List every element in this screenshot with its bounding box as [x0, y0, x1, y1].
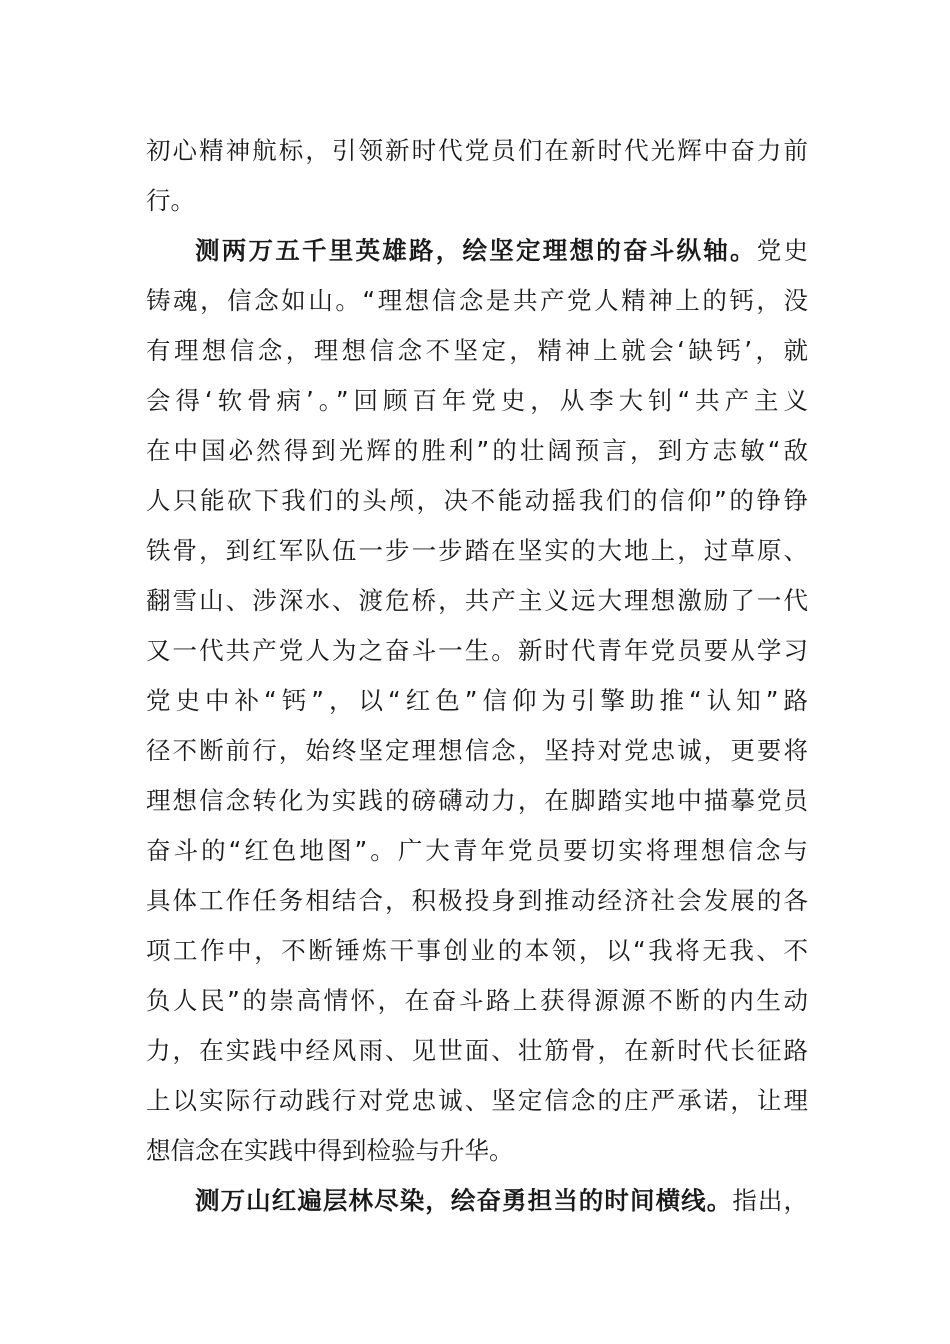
text-line: 会得‘软骨病’。”回顾百年党史，从李大钊“共产主义	[146, 386, 808, 415]
text-line: 行。	[146, 186, 195, 215]
text-line: 上以实际行动践行对党忠诚、坚定信念的庄严承诺，让理	[146, 1086, 808, 1115]
document-page	[146, 126, 808, 1226]
text-line: 又一代共产党人为之奋斗一生。新时代青年党员要从学习	[146, 636, 808, 665]
text-line: 铸魂，信念如山。“理想信念是共产党人精神上的钙，没	[146, 286, 808, 315]
text-line: 党史中补“钙”，以“红色”信仰为引擎助推“认知”路	[146, 686, 808, 715]
text-line	[146, 1176, 808, 1226]
paragraph	[146, 226, 808, 1176]
text-line: 径不断前行，始终坚定理想信念，坚持对党忠诚，更要将	[146, 736, 808, 765]
text-line: 力，在实践中经风雨、见世面、壮筋骨，在新时代长征路	[146, 1036, 808, 1065]
text-line: 铁骨，到红军队伍一步一步踏在坚实的大地上，过草原、	[146, 536, 808, 565]
text-run: 党史	[756, 236, 808, 265]
text-line: 在中国必然得到光辉的胜利”的壮阔预言，到方志敏“敌	[146, 436, 808, 465]
text-line: 负人民”的崇高情怀，在奋斗路上获得源源不断的内生动	[146, 986, 808, 1015]
paragraph-heading: 测两万五千里英雄路，绘坚定理想的奋斗纵轴。	[195, 236, 757, 265]
text-line: 项工作中，不断锤炼干事创业的本领，以“我将无我、不	[146, 936, 808, 965]
text-line: 人只能砍下我们的头颅，决不能动摇我们的信仰”的铮铮	[146, 486, 808, 515]
text-run: 指出，	[732, 1186, 809, 1215]
paragraph-heading: 测万山红遍层林尽染，绘奋勇担当的时间横线。	[195, 1186, 733, 1215]
paragraph	[146, 126, 808, 226]
text-line: 奋斗的“红色地图”。广大青年党员要切实将理想信念与	[146, 836, 808, 865]
text-line: 初心精神航标，引领新时代党员们在新时代光辉中奋力前	[146, 136, 808, 165]
text-line: 理想信念转化为实践的磅礴动力，在脚踏实地中描摹党员	[146, 786, 808, 815]
paragraph	[146, 1176, 808, 1226]
text-line: 翻雪山、涉深水、渡危桥，共产主义远大理想激励了一代	[146, 586, 808, 615]
text-line: 具体工作任务相结合，积极投身到推动经济社会发展的各	[146, 886, 808, 915]
text-line: 有理想信念，理想信念不坚定，精神上就会‘缺钙’，就	[146, 336, 808, 365]
text-line: 想信念在实践中得到检验与升华。	[146, 1136, 514, 1165]
text-line	[146, 226, 808, 276]
